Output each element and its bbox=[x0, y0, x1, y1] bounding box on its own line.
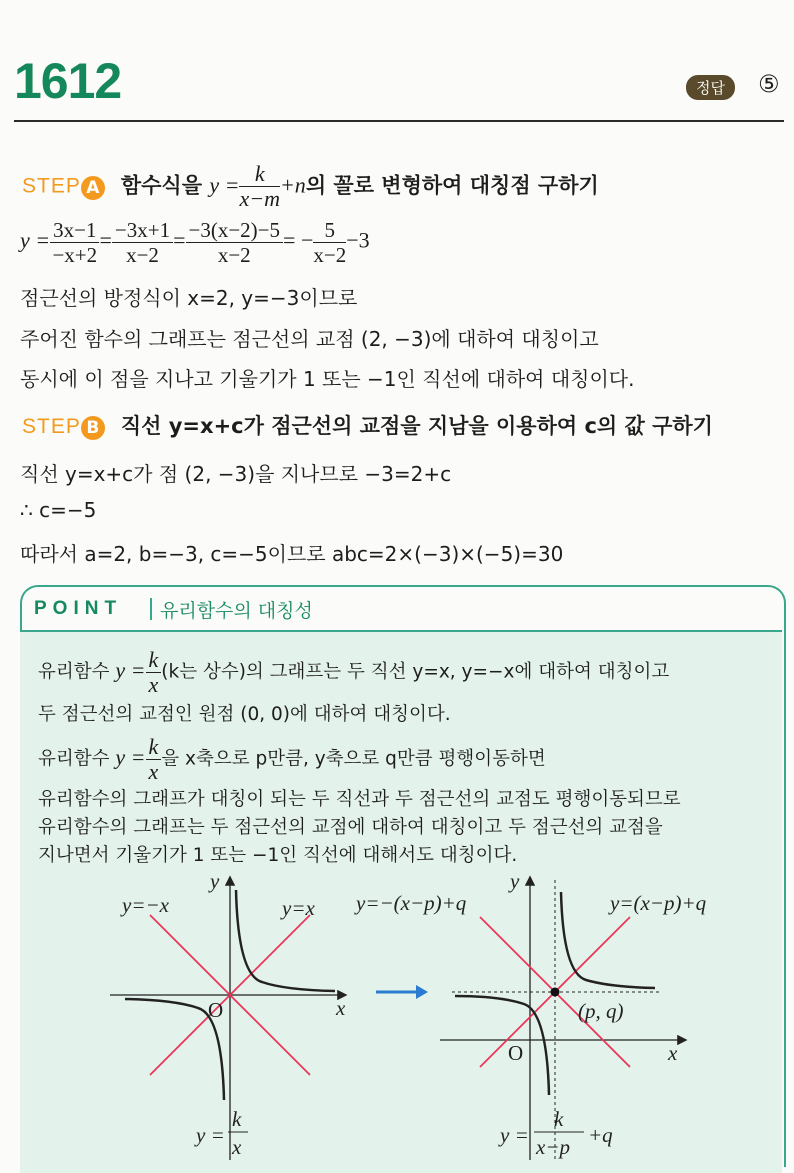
text-line: 동시에 이 점을 지나고 기울기가 1 또는 −1인 직선에 대하여 대칭이다. bbox=[20, 367, 635, 391]
svg-text:y=−(x−p)+q: y=−(x−p)+q bbox=[356, 891, 467, 915]
svg-text:y=x: y=x bbox=[282, 896, 315, 920]
point-label: POINT bbox=[34, 598, 123, 619]
point-line-2: 두 점근선의 교점인 원점 (0, 0)에 대하여 대칭이다. bbox=[38, 704, 451, 725]
graph-2 bbox=[354, 869, 707, 1160]
svg-text:y=(x−p)+q: y=(x−p)+q bbox=[610, 891, 707, 915]
text-line: 주어진 함수의 그래프는 점근선의 교점 (2, −3)에 대하여 대칭이고 bbox=[20, 327, 599, 351]
svg-text:x: x bbox=[232, 1135, 242, 1159]
divider bbox=[14, 120, 784, 122]
step-b-heading: STEP B 직선 y=x+c가 점근선의 교점을 지남을 이용하여 c의 값 구하기 bbox=[22, 414, 713, 438]
svg-text:x: x bbox=[336, 996, 346, 1020]
svg-text:+q: +q bbox=[588, 1123, 613, 1147]
svg-text:(p, q): (p, q) bbox=[578, 999, 624, 1023]
step-b-badge: B bbox=[81, 416, 105, 440]
svg-text:O: O bbox=[508, 1041, 524, 1065]
svg-text:x: x bbox=[668, 1041, 678, 1065]
text-line: 직선 y=x+c가 점 (2, −3)을 지나므로 −3=2+c bbox=[20, 462, 452, 486]
fraction: $\frac{k}{x-m}$ bbox=[239, 161, 280, 211]
svg-text:y: y bbox=[210, 869, 220, 893]
point-line-3: 유리함수 y = $\frac{k}{x}$ 을 x축으로 p만큼, y축으로 q만큼 평행이동하면 bbox=[38, 734, 546, 784]
step-a-badge: A bbox=[81, 176, 105, 200]
answer-badge: 정답 bbox=[686, 75, 735, 100]
answer-value: ⑤ bbox=[758, 70, 780, 98]
svg-text:O: O bbox=[208, 998, 224, 1022]
text-line: ∴ c=−5 bbox=[20, 498, 97, 522]
svg-text:x−p: x−p bbox=[536, 1135, 570, 1159]
point-line-5: 유리함수의 그래프는 두 점근선의 교점에 대하여 대칭이고 두 점근선의 교점을 bbox=[38, 817, 663, 838]
svg-text:k: k bbox=[232, 1107, 242, 1131]
svg-text:k: k bbox=[554, 1107, 564, 1131]
graph-1 bbox=[110, 869, 346, 1160]
point-line-1: 유리함수 y = $\frac{k}{x}$ (k는 상수)의 그래프는 두 직선 y=x, y=−x에 대하여 대칭이고 bbox=[38, 647, 670, 697]
point-title: 유리함수의 대칭성 bbox=[160, 600, 313, 622]
step-a-heading: STEP A 함수식을 y = $\frac{k}{x-m}$ +n의 꼴로 변형하여 대칭점 구하기 bbox=[22, 161, 599, 211]
problem-number: 1612 bbox=[14, 53, 122, 109]
equation-main: y = $\frac{3x-1}{-x+2}$ = $\frac{-3x+1}{x-2}$ = $\frac{-3(x-2)-5}{x-2}$ = − $\frac{5}{x-2}$ −3 bbox=[20, 218, 370, 267]
symmetry-graphs bbox=[0, 860, 794, 1173]
svg-text:y=−x: y=−x bbox=[122, 893, 169, 917]
point-separator bbox=[150, 598, 152, 620]
arrow-head-icon bbox=[416, 985, 428, 999]
point-line-4: 유리함수의 그래프가 대칭이 되는 두 직선과 두 점근선의 교점도 평행이동되므로 bbox=[38, 789, 681, 810]
svg-text:y: y bbox=[510, 869, 520, 893]
center-point bbox=[551, 988, 560, 997]
svg-text:y =: y = bbox=[196, 1123, 225, 1147]
text-line: 점근선의 방정식이 x=2, y=−3이므로 bbox=[20, 286, 358, 310]
point-line-6: 지나면서 기울기가 1 또는 −1인 직선에 대해서도 대칭이다. bbox=[38, 845, 518, 866]
text-line: 따라서 a=2, b=−3, c=−5이므로 abc=2×(−3)×(−5)=30 bbox=[20, 542, 564, 566]
svg-text:y =: y = bbox=[500, 1123, 529, 1147]
